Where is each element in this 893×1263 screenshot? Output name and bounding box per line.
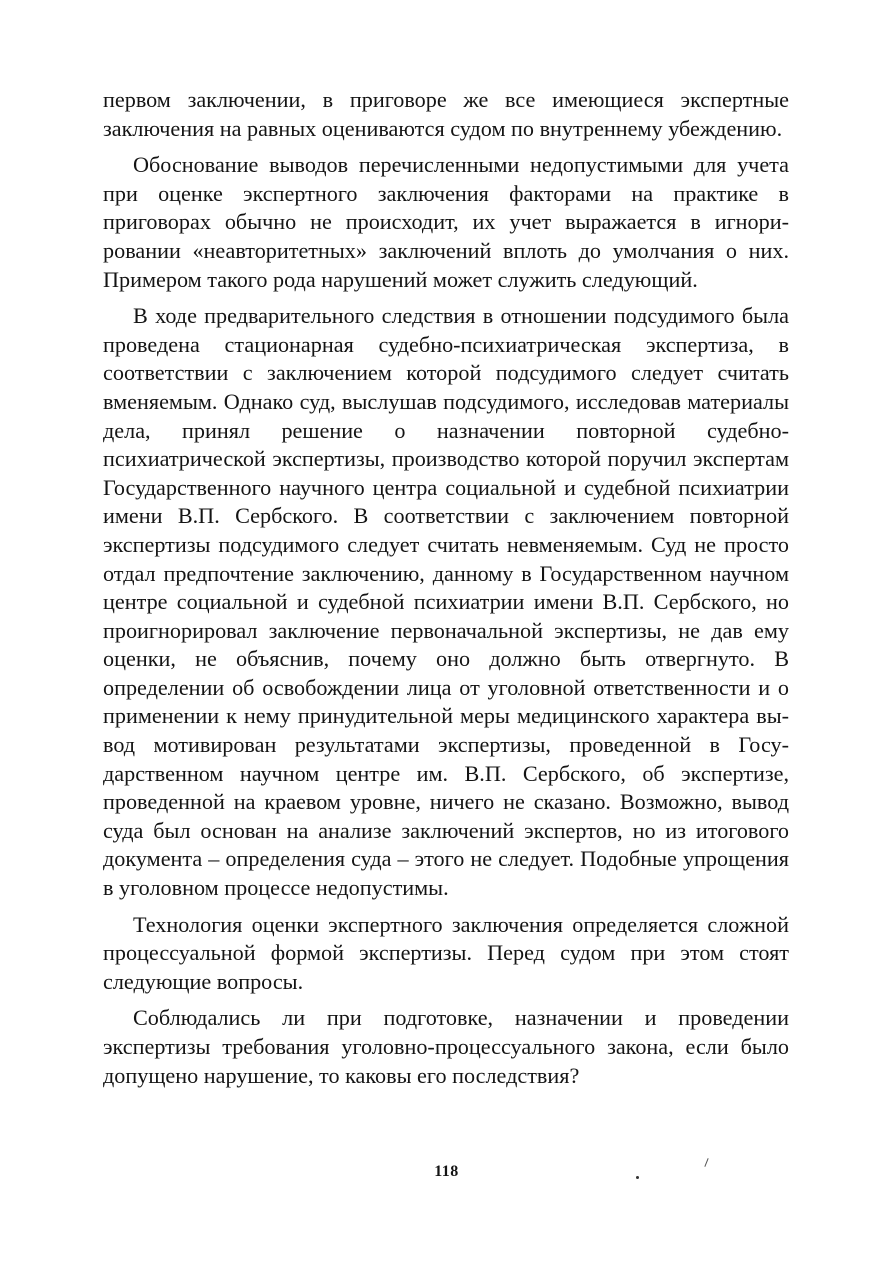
paragraph-question: Соблюдались ли при подготовке, назначении и проведении экспертизы требования уголовно-процессуального закона, если было допущено нарушение, то каковы его последствия? (103, 1005, 789, 1088)
paragraph-justification: Обоснование выводов перечисленными недопустимыми для учета при оценке экспертного заключения факторами на практике в приговорах обычно не происходит, их учет выражается в игнорировании «неавторитетных» заключений вплоть до умолчания о них. Примером такого рода нарушений может служить следующий. (103, 152, 789, 292)
paragraph-continuation: первом заключении, в приговоре же все имеющиеся экспертные заключения на равных оцениваются судом по внутреннему убеждению. (103, 87, 789, 141)
scan-speck (636, 1176, 639, 1179)
paragraph-evaluation-technology: Технология оценки экспертного заключения определяется сложной процессуальной формой экспертизы. Перед судом при этом стоят следующие вопросы. (103, 911, 789, 994)
page-number: 118 (434, 1163, 459, 1180)
body-text (103, 86, 789, 1090)
paragraph-case-example: В ходе предварительного следствия в отношении подсудимого была проведена стационарная судебно-психиатрическая экспертиза, в соответствии с заключением которой подсудимого следует считать вменяемым. Однако суд, выслушав подсудимого, исследовав материалы дела, принял решение о назначении повторной судебно-психиатрической экспертизы, производство которой поручил экспертам Государственного научного центра социальной и судебной психиатрии имени В.П. Сербского. В соответствии с заключением повторной экспертизы подсудимого следует считать невменяемым. Суд не просто отдал предпочтение заключению, данному в Государственном научном центре социальной и судебной психиатрии имени В.П. Сербского, но проигнорировал заключение первоначальной экспертизы, не дав ему оценки, не объяснив, почему оно должно быть отвергнуто. В определении об освобождении лица от уголовной ответственности и о применении к нему принудительной меры медицинского характера вывод мотивирован результатами экспертизы, проведенной в Государственном научном центре им. В.П. Сербского, об экспертизе, проведенной на краевом уровне, ничего не сказано. Возможно, вывод суда был основан на анализе заключений экспертов, но из итогового документа – определения суда – этого не следует. Подобные упрощения в уголовном процессе недопустимы. (103, 303, 789, 901)
